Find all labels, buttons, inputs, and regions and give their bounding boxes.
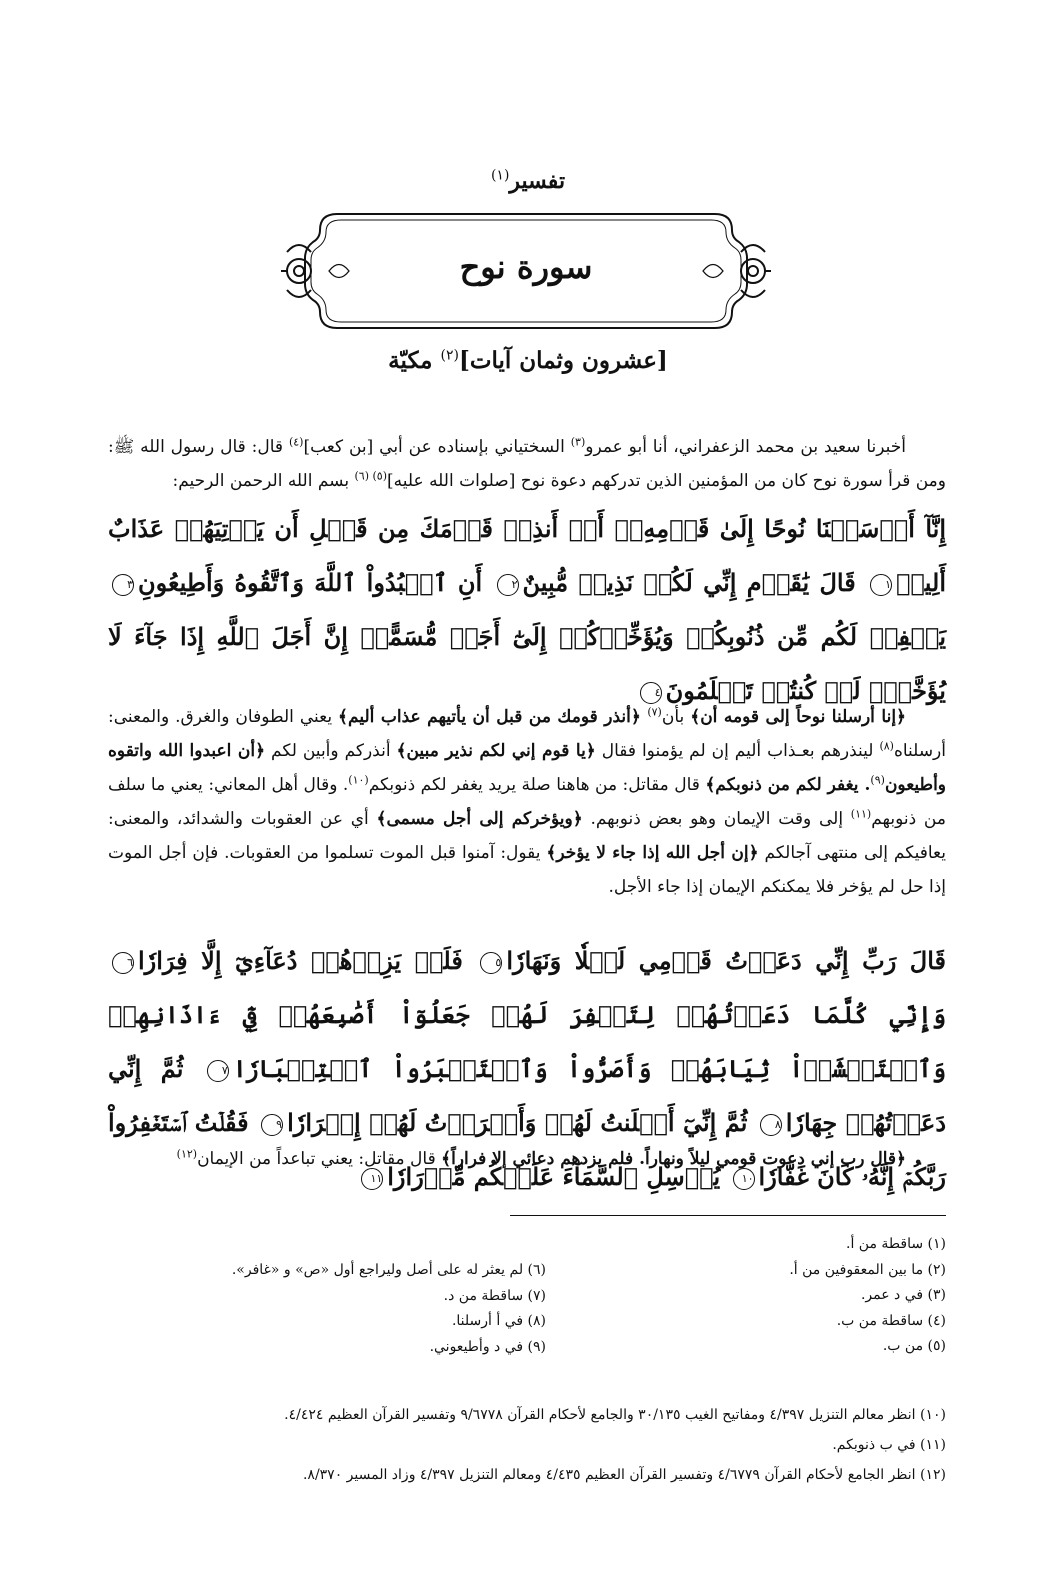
verse-text: وَإِنِّي كُلَّمَا دَعَوۡتُهُمۡ لِتَغۡفِرَ لَهُمۡ جَعَلُوٓاْ أَصَٰبِعَهُمۡ فِيٓ ءَاذَانِهِمۡ وَٱسۡتَغۡشَوۡاْ ثِيَابَهُمۡ وَأَصَرُّواْ وَٱسۡتَكۡبَرُواْ ٱسۡتِكۡبَارٗا (108, 1000, 947, 1083)
verse-number-marker: ٦ (112, 952, 134, 974)
verse-text: قَالَ رَبِّ إِنِّي دَعَوۡتُ قَوۡمِي لَيۡلٗا وَنَهَارٗا (506, 946, 947, 975)
footnote: (١١) في ب ذنوبكم. (832, 1437, 946, 1453)
verse-number-marker: ٧ (207, 1060, 229, 1082)
intro-paragraph: أخبرنا سعيد بن محمد الزعفراني، أنا أبو عمرو$^{(٣)}$ السختياني بإسناده عن أبي [بن كعب]$^{(٤)}$ قال: قال رسول الله ﷺ: ومن قرأ سورة نوح كان من المؤمنين الذين تدركهم دعوة نوح [صلوات الله عليه]$^{(٥)}$ $^{(٦)}$ بسم الله الرحمن الرحيم: (108, 435, 946, 491)
verse-number-marker: ١٠ (733, 1168, 755, 1190)
commentary-paragraph-1: ﴿إنا أرسلنا نوحاً إلى قومه أن﴾ بأن$^{(٧)}$ ﴿أنذر قومك من قبل أن يأتيهم عذاب أليم﴾ يعني الطوفان والغرق. والمعنى: أرسلناه$^{(٨)}$ لينذرهم بعـذاب أليم إن لم يؤمنوا فقال ﴿يا قوم إني لكم نذير مبين﴾ أنذركم وأبين لكم ﴿أن اعبدوا الله واتقوه وأطيعون$^{(٩)}$. يغفر لكم من ذنوبكم﴾ قال مقاتل: من هاهنا صلة يريد يغفر لكم ذنوبكم$^{(١٠)}$. وقال أهل المعاني: يعني ما سلف من ذنوبهم$^{(١١)}$ إلى وقت الإيمان وهو بعض ذنوبهم. ﴿ويؤخركم إلى أجل مسمى﴾ أي عن العقوبات والشدائد، والمعنى: يعافيكم إلى منتهى آجالكم ﴿إن أجل الله إذا جاء لا يؤخر﴾ يقول: آمنوا قبل الموت تسلموا من العقوبات. فإن أجل الموت إذا حل لم يؤخر فلا يمكنكم الإيمان إذا جاء الأجل. (108, 705, 946, 897)
verse-number-marker: ٨ (760, 1114, 782, 1136)
footnote: (٤) ساقطة من ب. (836, 1312, 946, 1329)
commentary-paragraph-2: ﴿قال رب إني دعوت قومي ليلاً ونهاراً. فلم يزدهم دعائي إلا فراراً﴾ قال مقاتل: يعني تباعداً من الإيمان$^{(١٢)}$ (176, 1147, 906, 1169)
footnote: (٥) من ب. (882, 1338, 946, 1354)
verse-number-marker: ١١ (361, 1168, 383, 1190)
verse-text: فَلَمۡ يَزِدۡهُمۡ دُعَآءِيٓ إِلَّا فِرَارٗا (138, 946, 463, 975)
verse-count-footnote-marker: (٢) (440, 347, 459, 364)
verse-count-text: [عشرون وثمان آيات] (458, 347, 668, 374)
footnote: (١٠) انظر معالم التنزيل ٤/٣٩٧ ومفاتيح الغيب ٣٠/١٣٥ والجامع لأحكام القرآن ٩/٦٧٧٨ وتفسير القرآن العظيم ٤/٤٢٤. (284, 1407, 946, 1423)
footnotes-full-width (108, 1400, 946, 1490)
verse-text: يُرۡسِلِ ٱلسَّمَآءَ عَلَيۡكُم مِّدۡرَارٗا (387, 1162, 721, 1191)
verse-text: قَالَ يَٰقَوۡمِ إِنِّي لَكُمۡ نَذِيرٞ مُّبِينٌ (522, 568, 856, 597)
verse-text: إِنَّآ أَرۡسَلۡنَا نُوحًا إِلَىٰ قَوۡمِهِۦٓ أَنۡ أَنذِرۡ قَوۡمَكَ مِن قَبۡلِ أَن يَأۡتِيَهُمۡ عَذَابٌ أَلِيمٞ (108, 514, 947, 597)
verse-text: يَغۡفِرۡ لَكُم مِّن ذُنُوبِكُمۡ وَيُؤَخِّرۡكُمۡ إِلَىٰٓ أَجَلٖ مُّسَمًّىۚ إِنَّ أَجَلَ ٱللَّهِ إِذَا جَآءَ لَا يُؤَخَّرُۚ لَوۡ كُنتُمۡ تَعۡلَمُونَ (108, 622, 946, 705)
verse-text: ثُمَّ إِنِّيٓ أَعۡلَنتُ لَهُمۡ وَأَسۡرَرۡتُ لَهُمۡ إِسۡرَارٗا (287, 1108, 748, 1137)
footnote: (٦) لم يعثر له على أصل وليراجع أول «ص» و «غافر». (231, 1262, 546, 1278)
footnotes-column-right (556, 1232, 946, 1360)
verse-number-marker: ١ (870, 574, 892, 596)
makki-label: مكيّة (388, 347, 441, 374)
heading-footnote-marker: (١) (490, 167, 510, 184)
footnote: (٣) في د عمر. (860, 1287, 946, 1303)
section-heading (0, 168, 1056, 194)
footnotes (108, 1232, 946, 1490)
verse-text: ثُمَّ إِنِّي دَعَوۡتُهُمۡ جِهَارٗا (108, 1054, 947, 1137)
verse-text: أَنِ ٱعۡبُدُواْ ٱللَّهَ وَٱتَّقُوهُ وَأَطِيعُونِ (138, 568, 483, 597)
surah-title: سورة نوح (459, 248, 593, 286)
footnote-divider (510, 1215, 946, 1216)
verse-number-marker: ٢ (497, 574, 519, 596)
quran-verses-1-4 (108, 502, 946, 718)
surah-title-frame (277, 208, 775, 334)
footnote: (١) ساقطة من أ. (846, 1236, 946, 1252)
footnote: (٩) في د وأطيعوني. (429, 1338, 546, 1355)
footnote: (٨) في أ أرسلنا. (451, 1313, 546, 1329)
verse-count-line (0, 347, 1056, 374)
footnotes-column-left (116, 1258, 546, 1360)
verse-number-marker: ٤ (640, 682, 662, 704)
verse-text: فَقُلۡتُ ٱسۡتَغۡفِرُواْ رَبَّكُمۡ إِنَّهُۥ كَانَ غَفَّارٗا (108, 1108, 946, 1191)
heading-text: تفسير (509, 168, 566, 194)
verse-number-marker: ٥ (480, 952, 502, 974)
footnote: (٢) ما بين المعقوفين من أ. (789, 1261, 946, 1278)
verse-number-marker: ٣ (112, 574, 134, 596)
footnote: (٧) ساقطة من د. (443, 1287, 546, 1304)
footnote: (١٢) انظر الجامع لأحكام القرآن ٤/٦٧٧٩ وتفسير القرآن العظيم ٤/٤٣٥ ومعالم التنزيل ٤/٣٩٧ وزاد المسير ٨/٣٧٠. (302, 1467, 946, 1483)
verse-number-marker: ٩ (261, 1114, 283, 1136)
